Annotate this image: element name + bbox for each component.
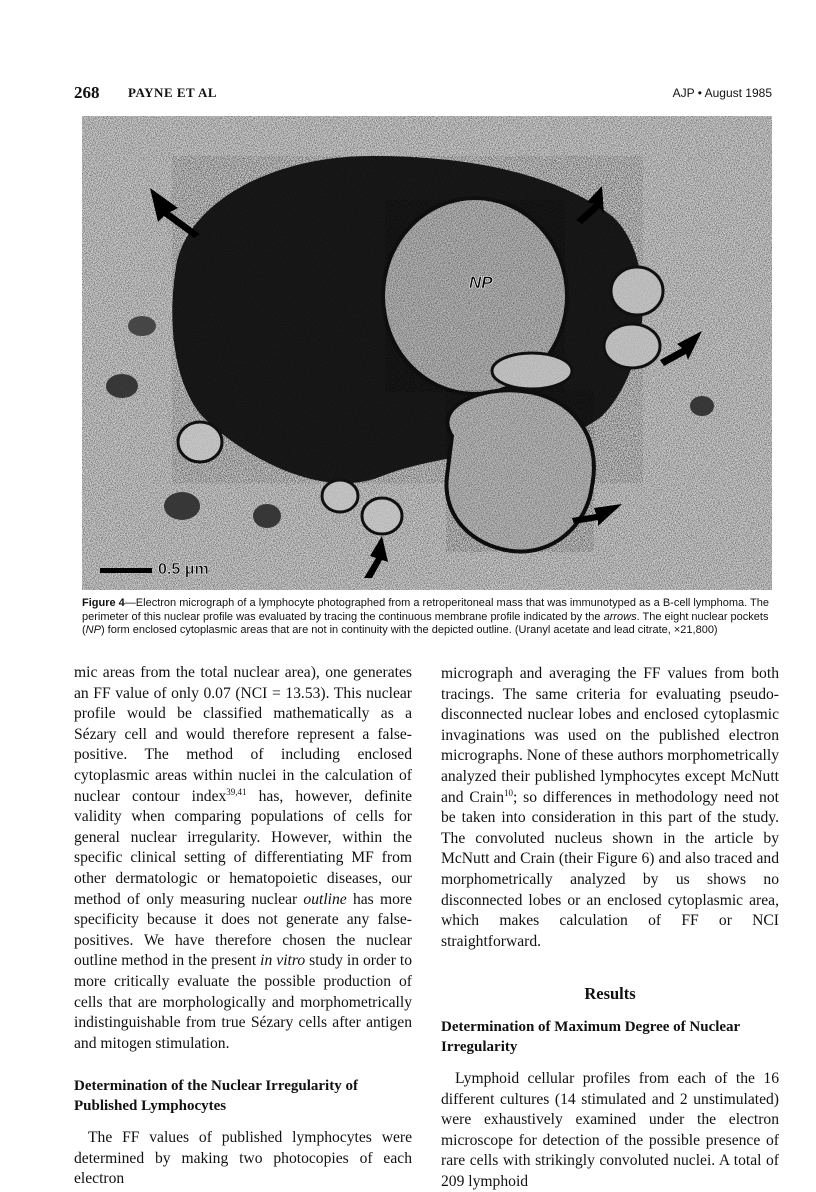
text-run: micrograph and averaging the FF values from both tracings. The same criteria for evaluating pseudo-disconnected nuclear lobes and enclosed cytoplasmic invaginations was used on the published electron micrographs. None of these authors morphometrically analyzed their published lymphocytes except McNutt and Crain xyxy=(441,665,779,806)
caption-np: NP xyxy=(85,624,101,636)
paragraph: The FF values of published lymphocytes were determined by making two photocopies of each electron xyxy=(74,1129,412,1188)
scale-bar xyxy=(100,568,152,573)
text-run: in vitro xyxy=(260,952,306,970)
right-column xyxy=(441,664,779,1192)
caption-text: —Electron micrograph of a lymphocyte photographed from a retroperitoneal mass that was immunotyped as a B-cell lymphoma. The perimeter of this nuclear profile was evaluated by tracing the continuous membrane profile indicated by the xyxy=(82,597,770,623)
page-number: 268 xyxy=(74,83,100,102)
nucleus-label: NP xyxy=(469,273,493,292)
section-heading: Results xyxy=(584,984,636,1004)
text-run: study in order to more critically evaluate the possible production of cells that are morphologically and morphometrically indistinguishable from true Sézary cells after antigen and mitogen stimulation. xyxy=(74,952,413,1052)
reference: 10 xyxy=(504,787,513,798)
caption-text-2: . The eight nuclear pockets ( xyxy=(82,610,769,636)
text-run: mic areas from the total nuclear area), one generates an FF value of only 0.07 (NCI = 13.53). This nuclear profile would be classified mathematically as a Sézary cell and would therefore represent a false-positive. The method of including enclosed cytoplasmic areas within nuclei in the calculation of nuclear contour index xyxy=(74,664,412,805)
electron-micrograph xyxy=(82,116,772,590)
paragraph xyxy=(74,663,412,1054)
text-run: has, however, definite validity when comparing populations of cells for general nuclear irregularity. However, within the specific clinical setting of differentiating MF from other dermatologic or hematopoietic diseases, our method of only measuring nuclear xyxy=(74,787,413,908)
page-header xyxy=(74,83,772,105)
left-column xyxy=(74,663,412,1190)
paragraph xyxy=(441,664,779,952)
reference: 39,41 xyxy=(226,786,247,797)
caption-label: Figure 4 xyxy=(82,597,125,609)
text-run: outline xyxy=(303,890,347,908)
text-run: ; so differences in methodology need not be taken into consideration in this part of the study. The convoluted nucleus shown in the article by McNutt and Crain (their Figure 6) and also traced and morphometrically analyzed by us shows no disconnected lobes or an enclosed cytoplasmic area, which makes calculation of FF or NCI straightforward. xyxy=(441,788,779,950)
caption-text-3: ) form enclosed cytoplasmic areas that are not in continuity with the depicted outline. (Uranyl acetate and lead citrate, ×21,800) xyxy=(100,624,718,636)
paragraph: Lymphoid cellular profiles from each of the 16 different cultures (14 stimulated and 2 unstimulated) were exhaustively examined under the electron microscope for detection of the possible presence of rare cells with strikingly convoluted nuclei. A total of 209 lymphoid xyxy=(441,1069,779,1190)
scale-label: 0.5 μm xyxy=(158,561,209,578)
text-run: has more specificity because it does not generate any false-positives. We have therefore chosen the nuclear outline method in the present xyxy=(74,890,412,970)
journal-info: AJP • August 1985 xyxy=(672,86,772,100)
subsection-heading: Determination of Maximum Degree of Nuclear Irregularity xyxy=(441,1018,740,1055)
subsection-heading: Determination of the Nuclear Irregularity of Published Lymphocytes xyxy=(74,1078,358,1115)
figure-caption xyxy=(82,597,772,638)
running-head: PAYNE ET AL xyxy=(128,85,218,100)
caption-arrows: arrows xyxy=(603,610,637,623)
